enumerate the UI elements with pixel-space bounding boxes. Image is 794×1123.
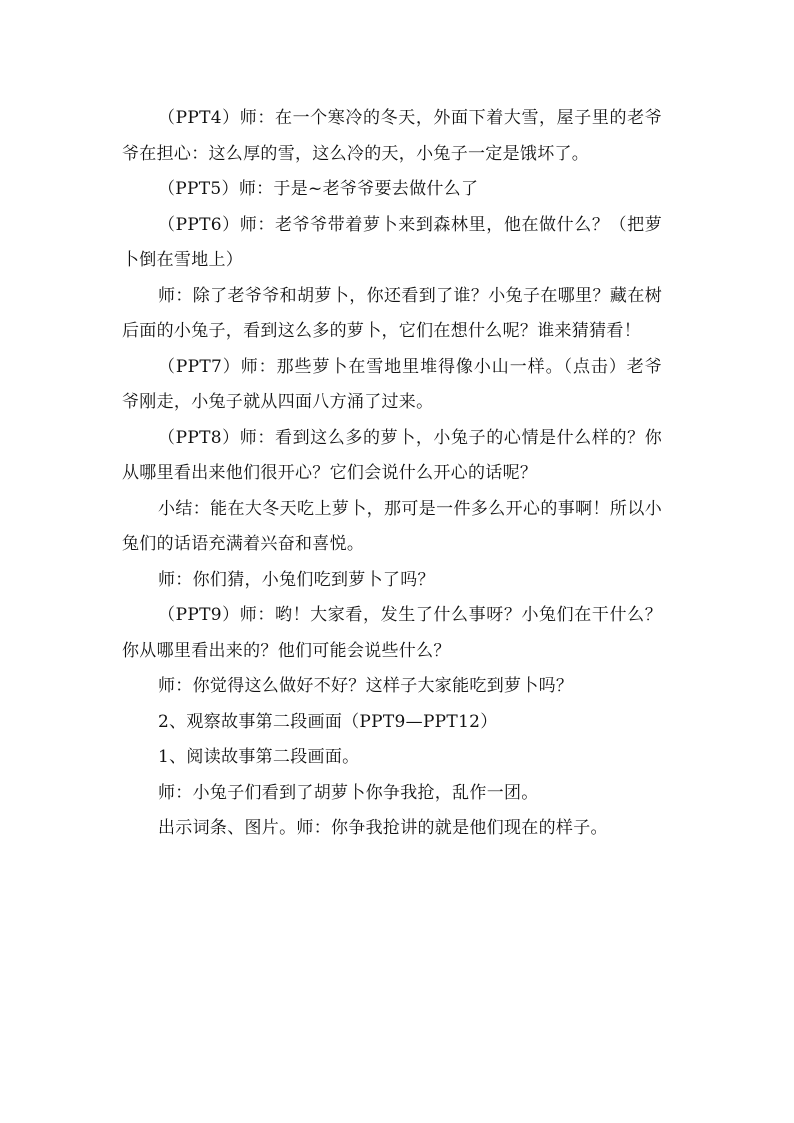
paragraph: （PPT8）师：看到这么多的萝卜，小兔子的心情是什么样的？你从哪里看出来他们很开心？它们会说什么开心的话呢？ [122, 427, 662, 483]
paragraph: 师：小兔子们看到了胡萝卜你争我抢，乱作一团。 [158, 782, 539, 803]
paragraph: 师：除了老爷爷和胡萝卜，你还看到了谁？小兔子在哪里？藏在树后面的小兔子，看到这么多的萝卜，它们在想什么呢？谁来猜猜看！ [122, 285, 662, 341]
paragraph: （PPT5）师：于是~老爷爷要去做什么了 [158, 179, 479, 199]
paragraph: 出示词条、图片。师：你争我抢讲的就是他们现在的样子。 [158, 818, 608, 838]
paragraph: 师：你觉得这么做好不好？这样子大家能吃到萝卜吗？ [158, 676, 574, 696]
paragraph: （PPT9）师：哟！大家看，发生了什么事呀？小兔们在干什么？你从哪里看出来的？他们可能会说些什么？ [122, 605, 662, 661]
paragraph: （PPT6）师：老爷爷带着萝卜来到森林里，他在做什么？（把萝卜倒在雪地上） [122, 214, 662, 270]
paragraph: 师：你们猜，小兔们吃到萝卜了吗？ [158, 569, 435, 590]
paragraph: 小结：能在大冬天吃上萝卜，那可是一件多么开心的事啊！所以小兔们的话语充满着兴奋和喜悦。 [122, 498, 662, 554]
document-body [122, 101, 662, 847]
subsection-heading: 1、阅读故事第二段画面。 [158, 747, 360, 767]
section-heading: 2、观察故事第二段画面（PPT9—PPT12） [158, 711, 498, 732]
paragraph: （PPT4）师：在一个寒冷的冬天，外面下着大雪，屋子里的老爷爷在担心：这么厚的雪，这么冷的天，小兔子一定是饿坏了。 [122, 108, 662, 164]
paragraph: （PPT7）师：那些萝卜在雪地里堆得像小山一样。（点击）老爷爷刚走，小兔子就从四面八方涌了过来。 [122, 356, 662, 412]
